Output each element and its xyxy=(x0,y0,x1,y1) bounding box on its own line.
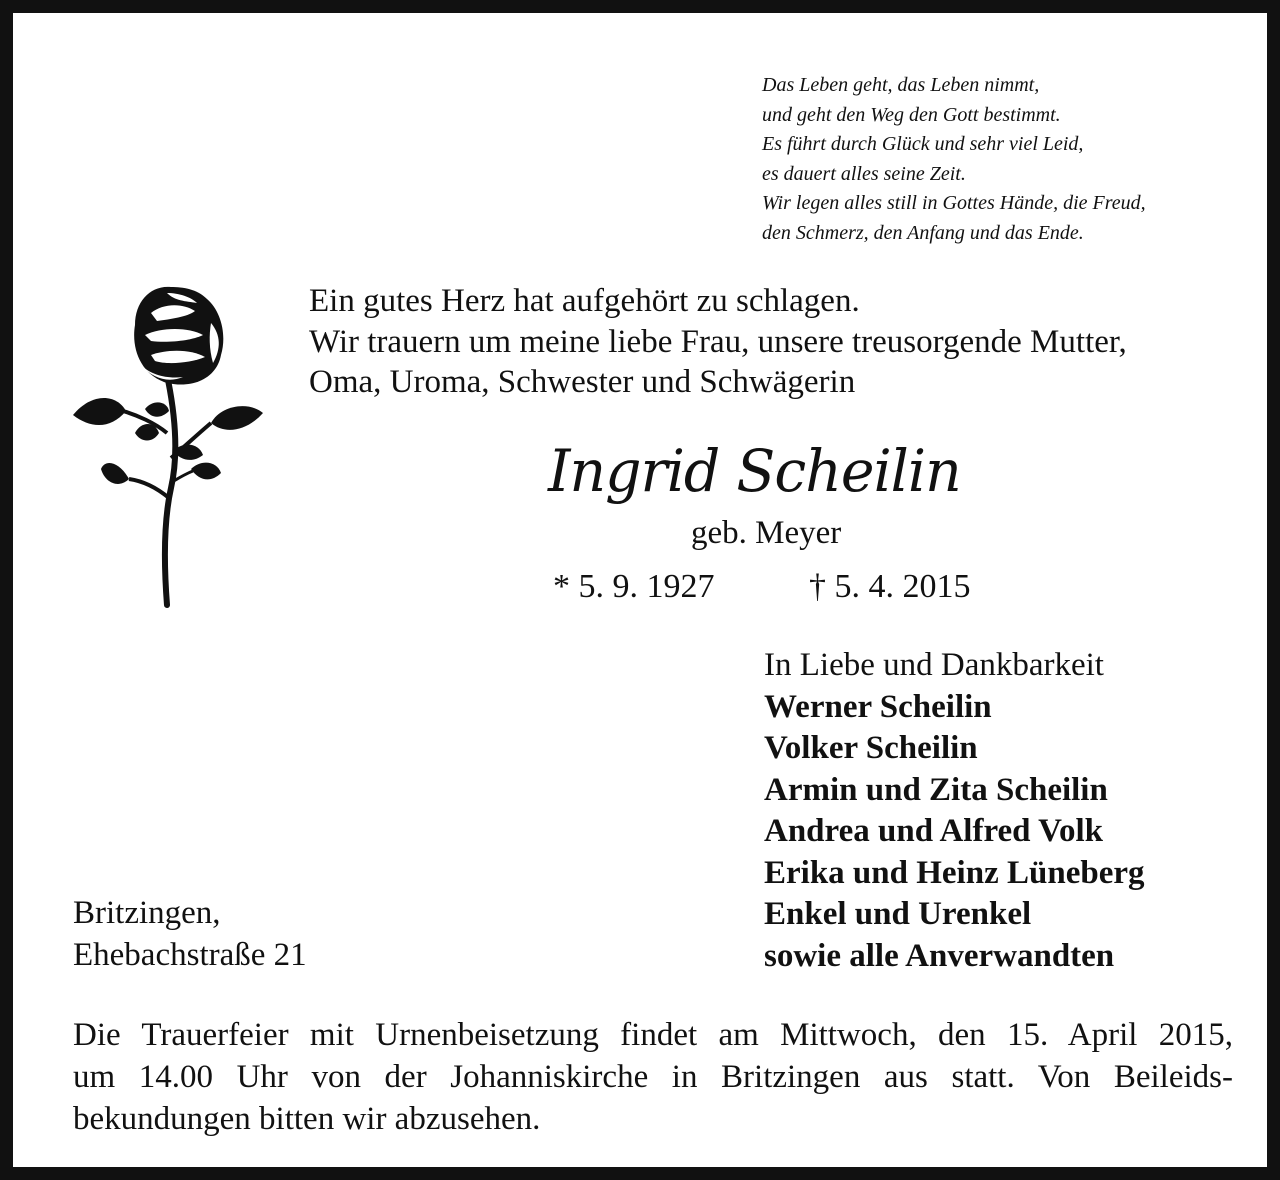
mourner-name: Armin und Zita Scheilin xyxy=(764,771,1108,808)
funeral-line: um 14.00 Uhr von der Johanniskirche in Britzingen aus statt. Von Beileids- xyxy=(73,1059,1233,1095)
maiden-name: geb. Meyer xyxy=(691,515,842,551)
funeral-line: bekundungen bitten wir abzusehen. xyxy=(73,1101,541,1137)
mourner-name: Andrea und Alfred Volk xyxy=(764,813,1103,849)
mourner-name: Enkel und Urenkel xyxy=(764,896,1032,932)
death-date: † 5. 4. 2015 xyxy=(809,568,971,605)
mourner-name: Erika und Heinz Lüneberg xyxy=(764,854,1145,891)
intro-line: Oma, Uroma, Schwester und Schwägerin xyxy=(309,364,856,400)
poem xyxy=(762,71,1262,248)
mourners-heading: In Liebe und Dankbarkeit xyxy=(764,647,1104,683)
mourner-name: Werner Scheilin xyxy=(764,688,992,725)
poem-line: und geht den Weg den Gott bestimmt. xyxy=(762,103,1061,126)
mourner-name: Volker Scheilin xyxy=(764,730,978,766)
life-dates xyxy=(553,565,971,609)
deceased-name: Ingrid Scheilin xyxy=(548,437,961,505)
poem-line: den Schmerz, den Anfang und das Ende. xyxy=(762,221,1084,244)
address xyxy=(73,893,307,976)
funeral-line: Die Trauerfeier mit Urnenbeisetzung findet am Mittwoch, den 15. April 2015, xyxy=(73,1017,1233,1053)
poem-line: Das Leben geht, das Leben nimmt, xyxy=(762,74,1040,96)
intro-line: Ein gutes Herz hat aufgehört zu schlagen. xyxy=(309,283,860,319)
mourner-name: sowie alle Anverwandten xyxy=(764,937,1115,974)
intro-text xyxy=(309,281,1127,403)
mourners-list xyxy=(764,645,1144,977)
poem-line: Es führt durch Glück und sehr viel Leid, xyxy=(762,133,1084,155)
funeral-notice xyxy=(73,1014,1233,1140)
intro-line: Wir trauern um meine liebe Frau, unsere treusorgende Mutter, xyxy=(309,323,1127,360)
address-street: Ehebachstraße 21 xyxy=(73,936,307,973)
address-place: Britzingen, xyxy=(73,895,221,931)
poem-line: Wir legen alles still in Gottes Hände, die Freud, xyxy=(762,192,1146,214)
rose-icon xyxy=(71,283,271,608)
birth-date: * 5. 9. 1927 xyxy=(553,568,715,605)
poem-line: es dauert alles seine Zeit. xyxy=(762,162,966,185)
